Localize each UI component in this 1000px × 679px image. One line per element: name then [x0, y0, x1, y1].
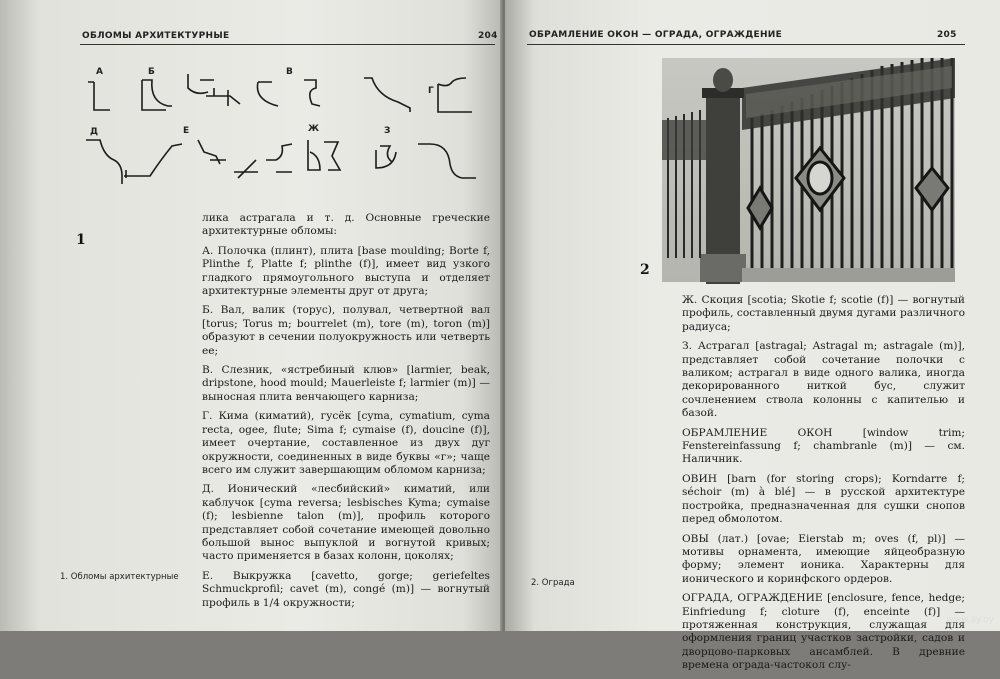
right-body-text	[682, 294, 965, 679]
entry-b-val: Б. Вал, валик (торус), полувал, четвертной вал [torus; Torus m; bourrelet (m), tore (m), toron (m)] образуют в сечении полуокружность или четверть ее;	[202, 304, 490, 357]
fig-label-g: Г	[428, 86, 434, 96]
fig-label-d: Д	[90, 127, 99, 137]
profile-d	[86, 140, 122, 184]
fig-label-z: З	[384, 126, 391, 136]
profile-g	[438, 78, 472, 112]
entry-ograda: ОГРАДА, ОГРАЖДЕНИЕ [enclosure, fence, hedge; Einfriedung f; cloture (f), enceinte (f)] — протяженная конструкция, служащая для оформления границ участков застройки, садов и дворцово-парковых ансамблей. В древние времена ограда-частокол слу-	[682, 592, 965, 672]
left-body-text	[202, 212, 490, 616]
profile-b	[142, 80, 172, 110]
entry-obramlenie-okon: ОБРАМЛЕНИЕ ОКОН [window trim; Fenstereinfassung f; chambranle (m)] — см. Наличник.	[682, 426, 965, 466]
fence-photograph	[662, 58, 955, 282]
right-header-rule	[527, 44, 965, 45]
moulding-profiles-figure	[80, 60, 480, 195]
entry-e-vykruzhka: Е. Выкружка [cavetto, gorge; geriefeltes Schmuckprofil; cavet (m), congé (m)] — вогнутый профиль в 1/4 окружности;	[202, 569, 490, 609]
entry-a-polochka: А. Полочка (плинт), плита [base moulding; Borte f, Plinthe f, Platte f; plinthe (f)], имеет вид узкого гладкого прямоугольного выступа и отделяет архитектурные элементы друг от друга;	[202, 244, 490, 298]
fig-label-b: Б	[148, 67, 155, 77]
entry-zh-skotsiya: Ж. Скоция [scotia; Skotie f; scotie (f)] — вогнутый профиль, составленный двумя дугами различного радиуса;	[682, 294, 965, 333]
entry-d-ionic-kimatiy: Д. Ионический «лесбийский» киматий, или каблучок [cyma reversa; lesbisches Kyma; cymaise (f); lesbienne talon (m)], профиль которого представляет собой сочетание имеющей довольно большой вынос выпуклой и вогнутой кривых; часто применяется в базах колонн, цоколях;	[202, 483, 490, 563]
profile-e	[198, 140, 226, 164]
entry-ovin: ОВИН [barn (for storing crops); Korndarre f; séchoir (m) à blé] — в русской архитектуре постройка, предназначенная для сушки снопов перед обмолотом.	[682, 472, 965, 526]
profile-e2	[234, 160, 258, 178]
paragraph: лика астрагала и т. д. Основные греческие архитектурные обломы:	[202, 212, 490, 238]
profile-v	[304, 80, 320, 106]
fig-label-zh: Ж	[308, 124, 320, 134]
right-page-number: 205	[937, 30, 957, 40]
watermark: www.ay.by	[946, 615, 994, 625]
profile-zh	[308, 140, 340, 170]
entry-z-astragal: З. Астрагал [astragal; Astragal m; astragale (m)], представляет собой сочетание полочки с валиком; астрагал в виде одного валика, иногда декорированного ниткой бус, служит сочленением ствола колонны с капителью и базой.	[682, 340, 965, 420]
entry-ovy: ОВЫ (лат.) [ovae; Eierstab m; oves (f, pl)] — мотивы орнамента, имеющие яйцеобразную форму; элемент ионика. Характерны для ионического и коринфского ордеров.	[682, 532, 965, 585]
entry-g-kima: Г. Кима (киматий), гусёк [cyma, cymatium, cyma recta, ogee, flute; Sima f; cymaise (f), doucine (f)], имеет очертание, составленное из двух дуг окружности, соединенных в виде буквы «г»; чаще всего им служит завершающим обломом карниза;	[202, 410, 490, 476]
right-page	[505, 0, 1000, 672]
profile-b4	[257, 82, 278, 106]
figure-number-1: 1	[76, 232, 86, 248]
entry-v-sleznik: В. Слезник, «ястребиный клюв» [larmier, beak, dripstone, hood mould; Mauerleiste f; larmier (m)] — выносная плита венчающего карниза;	[202, 364, 490, 403]
profile-z	[376, 146, 396, 168]
profile-e3	[266, 144, 292, 172]
profile-z2	[418, 144, 476, 178]
profile-a	[88, 82, 110, 110]
fig-label-a: А	[96, 67, 103, 77]
profile-b3	[206, 88, 240, 106]
profile-v2	[364, 78, 410, 112]
fig-label-v: В	[286, 67, 293, 77]
profile-b2	[188, 74, 214, 93]
left-page-number: 204	[478, 31, 498, 41]
left-header-rule	[80, 44, 495, 45]
figure-caption-2: 2. Ограда	[531, 578, 575, 588]
profile-d2	[124, 144, 182, 178]
left-page	[0, 0, 503, 631]
fig-label-e: Е	[183, 126, 190, 136]
right-running-header: ОБРАМЛЕНИЕ ОКОН — ОГРАДА, ОГРАЖДЕНИЕ	[529, 30, 783, 40]
figure-caption-1: 1. Обломы архитектурные	[60, 572, 179, 582]
fence-image	[662, 58, 955, 282]
left-running-header: ОБЛОМЫ АРХИТЕКТУРНЫЕ	[82, 31, 230, 41]
figure-number-2: 2	[640, 262, 650, 278]
